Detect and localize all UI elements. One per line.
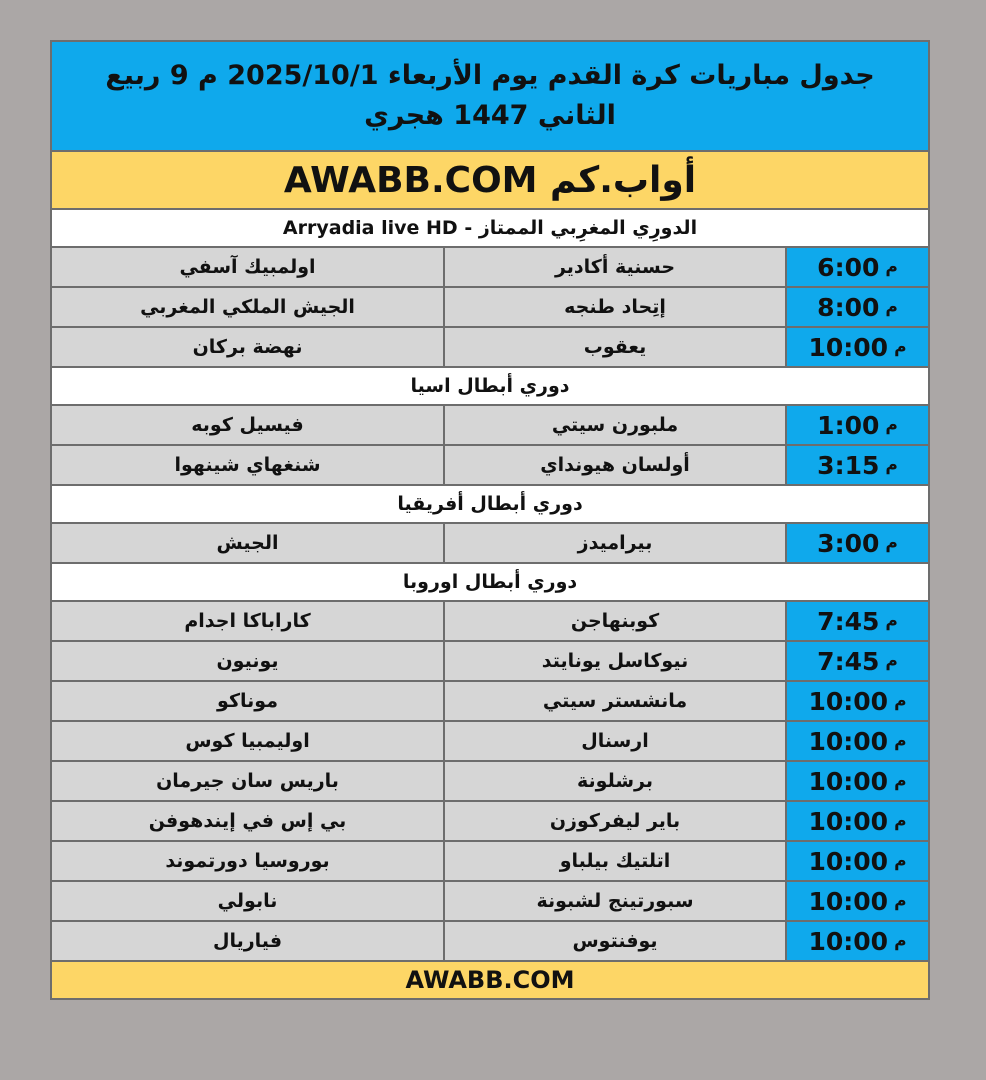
- match-time: [785, 248, 928, 286]
- match-time: [785, 406, 928, 444]
- time-value: 3:00: [817, 528, 880, 558]
- time-period: م: [894, 891, 907, 911]
- time-value: 10:00: [808, 886, 889, 916]
- away-team: اولمبيك آسفي: [52, 248, 443, 286]
- away-team: فيسيل كوبه: [52, 406, 443, 444]
- match-time: [785, 446, 928, 484]
- time-value: 1:00: [817, 410, 880, 440]
- home-team: ارسنال: [443, 722, 785, 760]
- match-time: [785, 682, 928, 720]
- match-row: [52, 802, 928, 842]
- match-time: [785, 842, 928, 880]
- time-value: 10:00: [808, 926, 889, 956]
- league-title: دوري أبطال أفريقيا: [52, 486, 928, 524]
- league-title: دوري أبطال اسيا: [52, 368, 928, 406]
- home-team: بيراميدز: [443, 524, 785, 562]
- title-line-1: جدول مباريات كرة القدم يوم الأربعاء 2025/10/1 م 9 ربيع: [105, 60, 875, 91]
- match-time: [785, 922, 928, 960]
- match-time: [785, 328, 928, 366]
- site-banner: أواب.كم AWABB.COM: [52, 152, 928, 210]
- home-team: يعقوب: [443, 328, 785, 366]
- home-team: برشلونة: [443, 762, 785, 800]
- schedule-title: [52, 42, 928, 152]
- match-row: [52, 922, 928, 962]
- time-period: م: [885, 415, 898, 435]
- time-period: م: [894, 691, 907, 711]
- home-team: إتِحاد طنجه: [443, 288, 785, 326]
- home-team: أولسان هيونداي: [443, 446, 785, 484]
- site-footer: AWABB.COM: [52, 962, 928, 998]
- away-team: نهضة بركان: [52, 328, 443, 366]
- home-team: باير ليفركوزن: [443, 802, 785, 840]
- match-row: [52, 602, 928, 642]
- away-team: الجيش الملكي المغربي: [52, 288, 443, 326]
- time-value: 10:00: [808, 806, 889, 836]
- match-time: [785, 642, 928, 680]
- match-row: [52, 882, 928, 922]
- time-period: م: [894, 731, 907, 751]
- away-team: كاراباكا اجدام: [52, 602, 443, 640]
- time-period: م: [894, 811, 907, 831]
- home-team: ملبورن سيتي: [443, 406, 785, 444]
- match-row: [52, 248, 928, 288]
- match-row: [52, 328, 928, 368]
- away-team: يونيون: [52, 642, 443, 680]
- match-row: [52, 642, 928, 682]
- sections-container: [52, 210, 928, 962]
- title-line-2: الثاني 1447 هجري: [364, 100, 616, 131]
- match-row: [52, 446, 928, 486]
- home-team: حسنية أكادير: [443, 248, 785, 286]
- time-period: م: [894, 931, 907, 951]
- away-team: فياريال: [52, 922, 443, 960]
- time-value: 10:00: [808, 726, 889, 756]
- match-row: [52, 406, 928, 446]
- match-time: [785, 288, 928, 326]
- home-team: يوفنتوس: [443, 922, 785, 960]
- away-team: شنغهاي شينهوا: [52, 446, 443, 484]
- match-row: [52, 842, 928, 882]
- time-period: م: [885, 455, 898, 475]
- home-team: سبورتينج لشبونة: [443, 882, 785, 920]
- away-team: باريس سان جيرمان: [52, 762, 443, 800]
- time-value: 10:00: [808, 332, 889, 362]
- league-title: دوري أبطال اوروبا: [52, 564, 928, 602]
- match-time: [785, 762, 928, 800]
- time-period: م: [885, 611, 898, 631]
- time-value: 6:00: [817, 252, 880, 282]
- time-period: م: [885, 257, 898, 277]
- match-row: [52, 682, 928, 722]
- match-row: [52, 524, 928, 564]
- time-value: 10:00: [808, 766, 889, 796]
- time-period: م: [885, 297, 898, 317]
- match-row: [52, 288, 928, 328]
- time-period: م: [885, 651, 898, 671]
- league-title: الدورِي المغرِبي الممتاز - Arryadia live HD: [52, 210, 928, 248]
- away-team: بي إس في إيندهوفن: [52, 802, 443, 840]
- away-team: بوروسيا دورتموند: [52, 842, 443, 880]
- time-period: م: [894, 771, 907, 791]
- time-period: م: [885, 533, 898, 553]
- match-time: [785, 722, 928, 760]
- match-time: [785, 602, 928, 640]
- away-team: الجيش: [52, 524, 443, 562]
- time-value: 8:00: [817, 292, 880, 322]
- home-team: اتلتيك بيلباو: [443, 842, 785, 880]
- match-time: [785, 802, 928, 840]
- match-row: [52, 722, 928, 762]
- away-team: موناكو: [52, 682, 443, 720]
- time-value: 7:45: [817, 646, 880, 676]
- home-team: كوبنهاجن: [443, 602, 785, 640]
- match-row: [52, 762, 928, 802]
- away-team: اوليمبيا كوس: [52, 722, 443, 760]
- time-period: م: [894, 851, 907, 871]
- home-team: نيوكاسل يونايتد: [443, 642, 785, 680]
- match-time: [785, 882, 928, 920]
- time-value: 10:00: [808, 686, 889, 716]
- time-value: 10:00: [808, 846, 889, 876]
- time-value: 3:15: [817, 450, 880, 480]
- home-team: مانشستر سيتي: [443, 682, 785, 720]
- away-team: نابولي: [52, 882, 443, 920]
- time-value: 7:45: [817, 606, 880, 636]
- schedule-table: [50, 40, 930, 1000]
- match-time: [785, 524, 928, 562]
- time-period: م: [894, 337, 907, 357]
